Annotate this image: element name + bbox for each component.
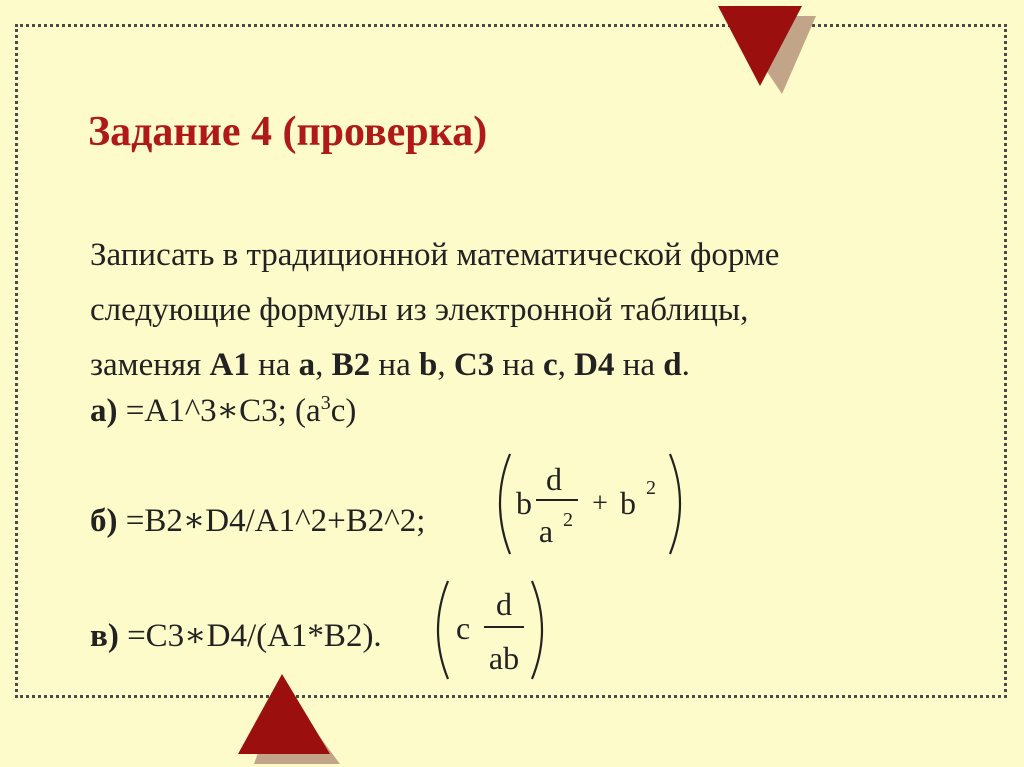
- item-b-label: б): [90, 503, 118, 539]
- item-c-formula: =C3∗D4/(A1*B2).: [118, 618, 382, 654]
- math-b: [490, 448, 700, 563]
- intro-line-2: следующие формулы из электронной таблицы,: [90, 292, 749, 328]
- math-c-left-paren: [438, 581, 448, 679]
- item-c: [90, 615, 382, 655]
- math-c-den: ab: [488, 640, 520, 676]
- item-c-label: в): [90, 618, 119, 654]
- math-c: [428, 575, 553, 685]
- top-triangle-icon: [712, 6, 822, 96]
- item-a-label: а): [90, 393, 118, 429]
- math-b-den: a: [538, 513, 554, 549]
- math-c-num: d: [496, 586, 512, 622]
- item-a-answer: $(a^3c)$: [295, 392, 357, 429]
- intro-line-3: заменяя A1 на a, B2 на b, C3 на c, D4 на d.: [90, 347, 690, 383]
- math-b-b2: b: [620, 485, 636, 521]
- slide-title: Задание 4 (проверка): [88, 109, 488, 155]
- bottom-triangle-icon: [236, 672, 346, 767]
- math-b-num: d: [546, 461, 562, 497]
- item-a-formula: =A1^3∗C3;: [117, 393, 296, 429]
- math-b-b2-sup: 2: [646, 477, 656, 499]
- math-c-c: c: [456, 610, 471, 646]
- math-b-plus: +: [592, 488, 608, 519]
- item-a: [90, 390, 356, 430]
- math-c-right-paren: [532, 581, 542, 679]
- math-b-right-paren: [670, 454, 680, 554]
- item-b-formula: =B2∗D4/A1^2+B2^2;: [117, 503, 426, 539]
- task-description: [90, 228, 970, 393]
- math-b-den-sup: 2: [563, 509, 573, 531]
- math-b-b: b: [516, 485, 532, 521]
- math-b-left-paren: [500, 454, 510, 554]
- intro-line-1: Записать в традиционной математической форме: [90, 237, 780, 273]
- item-b: [90, 500, 425, 540]
